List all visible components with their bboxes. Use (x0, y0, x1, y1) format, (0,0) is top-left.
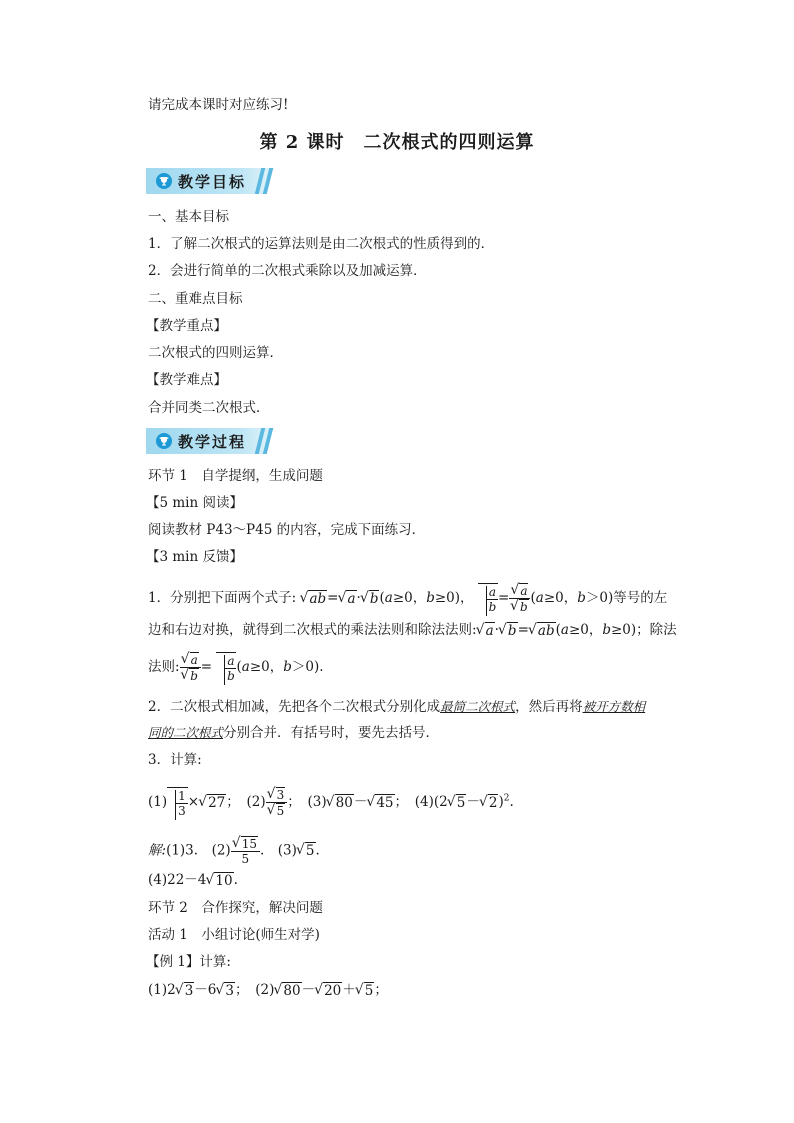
example-1-expressions: (1)2√ 3－6√ 3； (2)√ 80－√ 20＋√ 5； (148, 981, 388, 1000)
example-1-label: 【例 1】计算: (146, 954, 231, 970)
question-1-line-2: 边和右边对换，就得到二次根式的乘法法则和除法法则:√ a·√ b=√ ab(a≥0，b≥0)；除法 (148, 621, 677, 640)
key-point-text: 二次根式的四则运算． (148, 345, 283, 361)
section-banner-process (146, 428, 274, 454)
step1-heading: 环节 1 自学提纲，生成问题 (148, 468, 323, 484)
trophy-icon (156, 173, 172, 189)
question-3-heading: 3．计算: (148, 752, 202, 768)
key-goals-heading: 二、重难点目标 (148, 291, 243, 307)
key-point-label: 【教学重点】 (146, 318, 227, 334)
question-1-line-1: 1．分别把下面两个式子: √ ab=√ a·√ b(a≥0，b≥0)， $\frac{a}{b}$ = √ a √ b (a≥0，b＞0)等号的左 (148, 583, 667, 614)
goal-basic-heading: 一、基本目标 (148, 209, 229, 225)
solution-line-1: 解:(1)3. (2) √ $\frac{15}{5}$ . (3)√ 5. (148, 836, 320, 866)
feedback-label: 【3 min 反馈】 (146, 549, 243, 565)
trophy-icon (156, 433, 172, 449)
reading-text: 阅读教材 P43～P45 的内容，完成下面练习． (148, 522, 426, 538)
step2-heading: 环节 2 合作探究，解决问题 (148, 900, 323, 916)
answer-blank-2b: 同的二次根式 (148, 725, 224, 740)
answer-blank-1: 最简二次根式 (440, 699, 516, 714)
reading-label: 【5 min 阅读】 (146, 495, 243, 511)
goal-item-2: 2．会进行简单的二次根式乘除以及加减运算． (148, 263, 427, 279)
banner-label: 教学过程 (178, 433, 247, 451)
question-2-line-2: 同的二次根式分别合并．有括号时，要先去括号． (148, 725, 440, 741)
answer-blank-2a: 被开方数相 (582, 699, 646, 714)
banner-label: 教学目标 (178, 173, 247, 191)
difficult-point-label: 【教学难点】 (146, 372, 227, 388)
question-3-expressions: (1) $\frac{1}{3}$ ×√ 27； (2) √ 3 √ 5 ； (3)√ 80－√ 45； (4)(2√ 5－√ 2)$^2$. (148, 787, 514, 818)
section-banner-goals (146, 168, 274, 194)
header-note: 请完成本课时对应练习! (148, 97, 289, 113)
solution-line-2: (4)22－4√ 10. (148, 871, 238, 890)
activity-1-heading: 活动 1 小组讨论(师生对学) (148, 927, 320, 943)
goal-item-1: 1．了解二次根式的运算法则是由二次根式的性质得到的． (148, 236, 495, 252)
question-2-line-1: 2．二次根式相加减，先把各个二次根式分别化成最简二次根式，然后再将被开方数相 (148, 699, 646, 715)
question-1-line-3: 法则: √ a √ b = $\frac{a}{b}$ (a≥0，b＞0). (148, 652, 324, 683)
difficult-point-text: 合并同类二次根式． (148, 400, 270, 416)
page-title: 第 2 课时 二次根式的四则运算 (259, 132, 535, 153)
